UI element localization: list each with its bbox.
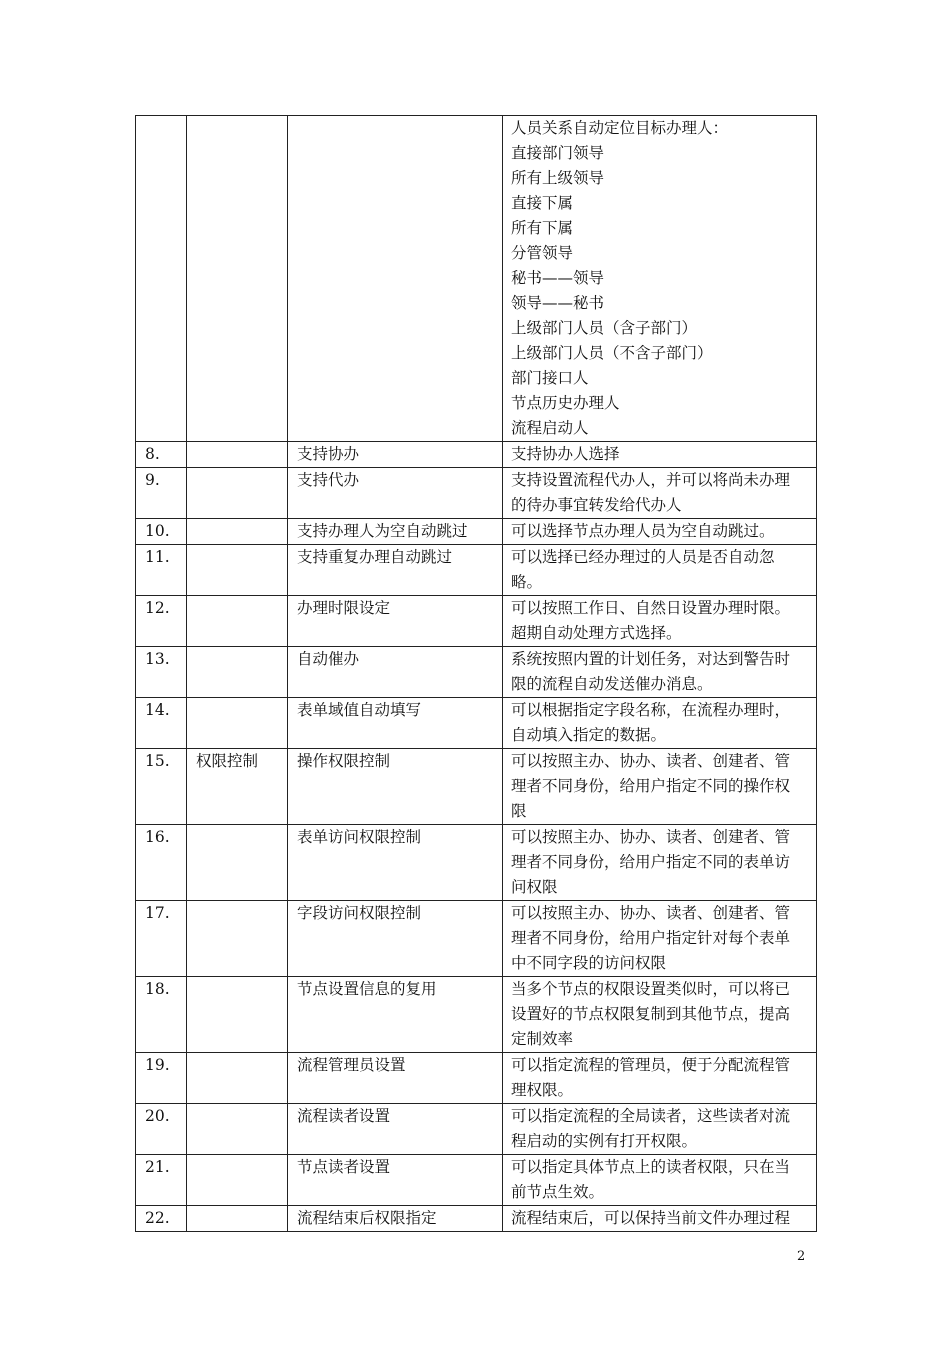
description-line: 定制效率 (511, 1030, 574, 1048)
description-line: 的待办事宜转发给代办人 (511, 496, 682, 514)
description-cell (503, 901, 817, 977)
table-row (136, 545, 817, 596)
feature-cell: 表单域值自动填写 (288, 698, 503, 749)
feature-cell: 自动催办 (288, 647, 503, 698)
description-line: 流程结束后，可以保持当前文件办理过程 (511, 1209, 791, 1227)
row-number-cell: 8. (136, 442, 187, 468)
feature-cell (288, 116, 503, 442)
description-line: 理权限。 (511, 1081, 574, 1099)
category-cell (187, 825, 288, 901)
table-row (136, 698, 817, 749)
description-cell (503, 825, 817, 901)
row-number-cell: 9. (136, 468, 187, 519)
row-number-cell: 20. (136, 1104, 187, 1155)
row-number-cell: 16. (136, 825, 187, 901)
table-row (136, 1206, 817, 1232)
description-line: 上级部门人员（不含子部门） (511, 344, 713, 362)
description-line: 可以选择已经办理过的人员是否自动忽 (511, 548, 775, 566)
description-line: 问权限 (511, 878, 558, 896)
description-line: 前节点生效。 (511, 1183, 605, 1201)
feature-cell: 节点设置信息的复用 (288, 977, 503, 1053)
category-cell (187, 116, 288, 442)
description-cell (503, 116, 817, 442)
table-row (136, 1104, 817, 1155)
feature-table (135, 115, 817, 1232)
feature-cell: 表单访问权限控制 (288, 825, 503, 901)
description-line: 可以按照工作日、自然日设置办理时限。 (511, 599, 791, 617)
feature-cell: 节点读者设置 (288, 1155, 503, 1206)
description-cell (503, 519, 817, 545)
category-cell (187, 468, 288, 519)
description-cell (503, 647, 817, 698)
category-cell (187, 698, 288, 749)
description-line: 限 (511, 802, 527, 820)
category-cell (187, 442, 288, 468)
description-line: 部门接口人 (511, 369, 589, 387)
category-cell: 权限控制 (187, 749, 288, 825)
feature-cell: 操作权限控制 (288, 749, 503, 825)
description-line: 可以指定流程的全局读者，这些读者对流 (511, 1107, 791, 1125)
feature-cell: 流程管理员设置 (288, 1053, 503, 1104)
description-line: 可以指定具体节点上的读者权限，只在当 (511, 1158, 791, 1176)
description-cell (503, 596, 817, 647)
description-line: 上级部门人员（含子部门） (511, 319, 698, 337)
description-line: 所有上级领导 (511, 169, 605, 187)
row-number-cell: 21. (136, 1155, 187, 1206)
description-line: 可以按照主办、协办、读者、创建者、管 (511, 904, 791, 922)
description-cell (503, 442, 817, 468)
description-cell (503, 749, 817, 825)
description-line: 可以指定流程的管理员，便于分配流程管 (511, 1056, 791, 1074)
description-cell (503, 977, 817, 1053)
row-number-cell: 10. (136, 519, 187, 545)
feature-cell: 支持办理人为空自动跳过 (288, 519, 503, 545)
description-line: 可以按照主办、协办、读者、创建者、管 (511, 752, 791, 770)
category-cell (187, 1053, 288, 1104)
description-line: 程启动的实例有打开权限。 (511, 1132, 698, 1150)
description-line: 直接下属 (511, 194, 574, 212)
description-line: 超期自动处理方式选择。 (511, 624, 682, 642)
category-cell (187, 1104, 288, 1155)
description-cell (503, 1053, 817, 1104)
description-line: 节点历史办理人 (511, 394, 620, 412)
description-cell (503, 468, 817, 519)
table-row (136, 596, 817, 647)
row-number-cell: 13. (136, 647, 187, 698)
row-number-cell: 17. (136, 901, 187, 977)
description-cell (503, 1155, 817, 1206)
description-line: 直接部门领导 (511, 144, 605, 162)
table-row (136, 442, 817, 468)
description-line: 领导——秘书 (511, 294, 605, 312)
category-cell (187, 901, 288, 977)
row-number-cell: 11. (136, 545, 187, 596)
category-cell (187, 647, 288, 698)
page-number: 2 (797, 1249, 806, 1264)
row-number-cell (136, 116, 187, 442)
description-line: 流程启动人 (511, 419, 589, 437)
description-line: 限的流程自动发送催办消息。 (511, 675, 713, 693)
description-line: 系统按照内置的计划任务，对达到警告时 (511, 650, 791, 668)
description-line: 秘书——领导 (511, 269, 605, 287)
description-line: 理者不同身份，给用户指定针对每个表单 (511, 929, 791, 947)
description-line: 人员关系自动定位目标办理人： (511, 119, 729, 137)
description-line: 中不同字段的访问权限 (511, 954, 667, 972)
description-line: 可以根据指定字段名称，在流程办理时， (511, 701, 791, 719)
description-line: 分管领导 (511, 244, 574, 262)
description-line: 略。 (511, 573, 543, 591)
description-line: 支持协办人选择 (511, 445, 620, 463)
description-line: 理者不同身份，给用户指定不同的表单访 (511, 853, 791, 871)
feature-cell: 流程结束后权限指定 (288, 1206, 503, 1232)
table-row (136, 468, 817, 519)
feature-cell: 支持代办 (288, 468, 503, 519)
category-cell (187, 519, 288, 545)
category-cell (187, 977, 288, 1053)
description-line: 支持设置流程代办人，并可以将尚未办理 (511, 471, 791, 489)
table-row (136, 647, 817, 698)
feature-cell: 支持协办 (288, 442, 503, 468)
description-cell (503, 545, 817, 596)
feature-cell: 流程读者设置 (288, 1104, 503, 1155)
table-row (136, 1053, 817, 1104)
row-number-cell: 18. (136, 977, 187, 1053)
table-row (136, 1155, 817, 1206)
feature-table-body (136, 116, 817, 1232)
description-line: 设置好的节点权限复制到其他节点，提高 (511, 1005, 791, 1023)
description-line: 所有下属 (511, 219, 574, 237)
description-line: 可以按照主办、协办、读者、创建者、管 (511, 828, 791, 846)
description-cell (503, 698, 817, 749)
row-number-cell: 14. (136, 698, 187, 749)
description-line: 理者不同身份，给用户指定不同的操作权 (511, 777, 791, 795)
row-number-cell: 19. (136, 1053, 187, 1104)
table-row (136, 116, 817, 442)
table-row (136, 977, 817, 1053)
table-row (136, 901, 817, 977)
category-cell (187, 1155, 288, 1206)
description-line: 当多个节点的权限设置类似时，可以将已 (511, 980, 791, 998)
table-row (136, 519, 817, 545)
description-cell (503, 1206, 817, 1232)
description-line: 可以选择节点办理人员为空自动跳过。 (511, 522, 775, 540)
row-number-cell: 15. (136, 749, 187, 825)
row-number-cell: 12. (136, 596, 187, 647)
description-cell (503, 1104, 817, 1155)
table-row (136, 749, 817, 825)
table-row (136, 825, 817, 901)
category-cell (187, 1206, 288, 1232)
feature-cell: 字段访问权限控制 (288, 901, 503, 977)
category-cell (187, 596, 288, 647)
category-cell (187, 545, 288, 596)
feature-cell: 支持重复办理自动跳过 (288, 545, 503, 596)
row-number-cell: 22. (136, 1206, 187, 1232)
description-line: 自动填入指定的数据。 (511, 726, 667, 744)
feature-cell: 办理时限设定 (288, 596, 503, 647)
